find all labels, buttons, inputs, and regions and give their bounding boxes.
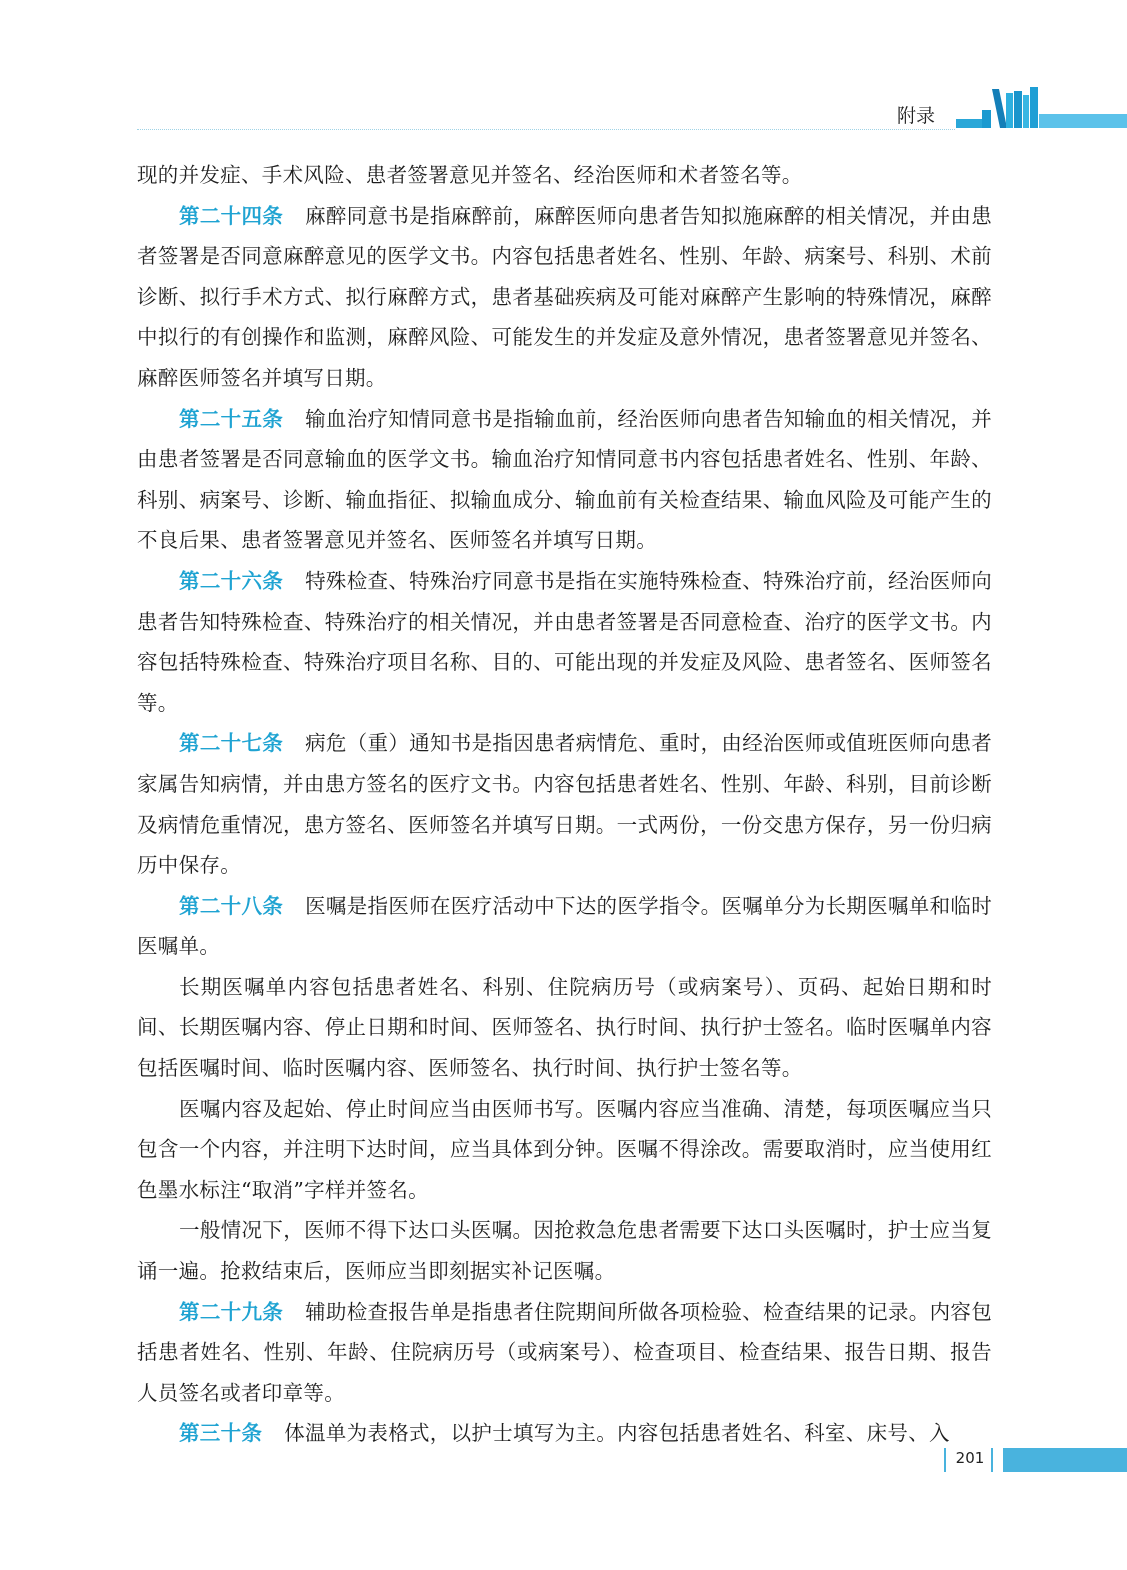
article-paragraph: 第二十六条 特殊检查、特殊治疗同意书是指在实施特殊检查、特殊治疗前，经治医师向患者告知特殊检查、特殊治疗的相关情况，并由患者签署是否同意检查、治疗的医学文书。内容包括特殊检查、特殊治疗项目名称、目的、可能出现的并发症及风险、患者签名、医师签名等。	[137, 568, 993, 715]
article-number: 第二十六条	[179, 568, 284, 593]
paragraph: 一般情况下，医师不得下达口头医嘱。因抢救急危患者需要下达口头医嘱时，护士应当复诵一遍。抢救结束后，医师应当即刻据实补记医嘱。	[137, 1218, 992, 1284]
article-paragraph: 第二十七条 病危（重）通知书是指因患者病情危、重时，由经治医师或值班医师向患者家属告知病情，并由患方签名的医疗文书。内容包括患者姓名、性别、年龄、科别，目前诊断及病情危重情况，患方签名、医师签名并填写日期。一式两份，一份交患方保存，另一份归病历中保存。	[137, 731, 993, 878]
books-icon	[950, 86, 1127, 129]
footer-separator	[944, 1448, 946, 1472]
section-label: 附录	[897, 105, 936, 127]
article-number: 第三十条	[179, 1421, 263, 1446]
page-header	[0, 0, 1127, 140]
page-number: 201	[955, 1449, 985, 1467]
article-paragraph: 第二十五条 输血治疗知情同意书是指输血前，经治医师向患者告知输血的相关情况，并由患者签署是否同意输血的医学文书。输血治疗知情同意书内容包括患者姓名、性别、年龄、科别、病案号、诊断、输血指征、拟输血成分、输血前有关检查结果、输血风险及可能产生的不良后果、患者签署意见并签名、医师签名并填写日期。	[137, 406, 993, 553]
header-rule	[137, 129, 955, 130]
article-paragraph: 第三十条 体温单为表格式，以护士填写为主。内容包括患者姓名、科室、床号、入	[179, 1421, 950, 1446]
paragraph: 长期医嘱单内容包括患者姓名、科别、住院病历号（或病案号）、页码、起始日期和时间、长期医嘱内容、停止日期和时间、医师签名、执行时间、执行护士签名。临时医嘱单内容包括医嘱时间、临时医嘱内容、医师签名、执行时间、执行护士签名等。	[137, 974, 992, 1081]
article-number: 第二十八条	[179, 893, 284, 918]
paragraph: 医嘱内容及起始、停止时间应当由医师书写。医嘱内容应当准确、清楚，每项医嘱应当只包含一个内容，并注明下达时间，应当具体到分钟。医嘱不得涂改。需要取消时，应当使用红色墨水标注“取消”字样并签名。	[137, 1096, 992, 1202]
footer-separator	[991, 1448, 993, 1472]
page-footer	[0, 1440, 1127, 1480]
article-number: 第二十九条	[179, 1299, 284, 1324]
footer-bar	[1003, 1448, 1127, 1472]
article-number: 第二十七条	[179, 731, 284, 756]
document-body	[137, 155, 992, 1454]
article-number: 第二十四条	[179, 203, 284, 228]
article-paragraph: 第二十九条 辅助检查报告单是指患者住院期间所做各项检验、检查结果的记录。内容包括患者姓名、性别、年龄、住院病历号（或病案号）、检查项目、检查结果、报告日期、报告人员签名或者印章等。	[137, 1299, 993, 1405]
article-paragraph: 第二十四条 麻醉同意书是指麻醉前，麻醉医师向患者告知拟施麻醉的相关情况，并由患者签署是否同意麻醉意见的医学文书。内容包括患者姓名、性别、年龄、病案号、科别、术前诊断、拟行手术方式、拟行麻醉方式，患者基础疾病及可能对麻醉产生影响的特殊情况，麻醉中拟行的有创操作和监测，麻醉风险、可能发生的并发症及意外情况，患者签署意见并签名、麻醉医师签名并填写日期。	[137, 203, 993, 390]
article-paragraph: 第二十八条 医嘱是指医师在医疗活动中下达的医学指令。医嘱单分为长期医嘱单和临时医嘱单。	[137, 893, 993, 959]
article-number: 第二十五条	[179, 406, 284, 431]
paragraph: 现的并发症、手术风险、患者签署意见并签名、经治医师和术者签名等。	[137, 163, 803, 187]
